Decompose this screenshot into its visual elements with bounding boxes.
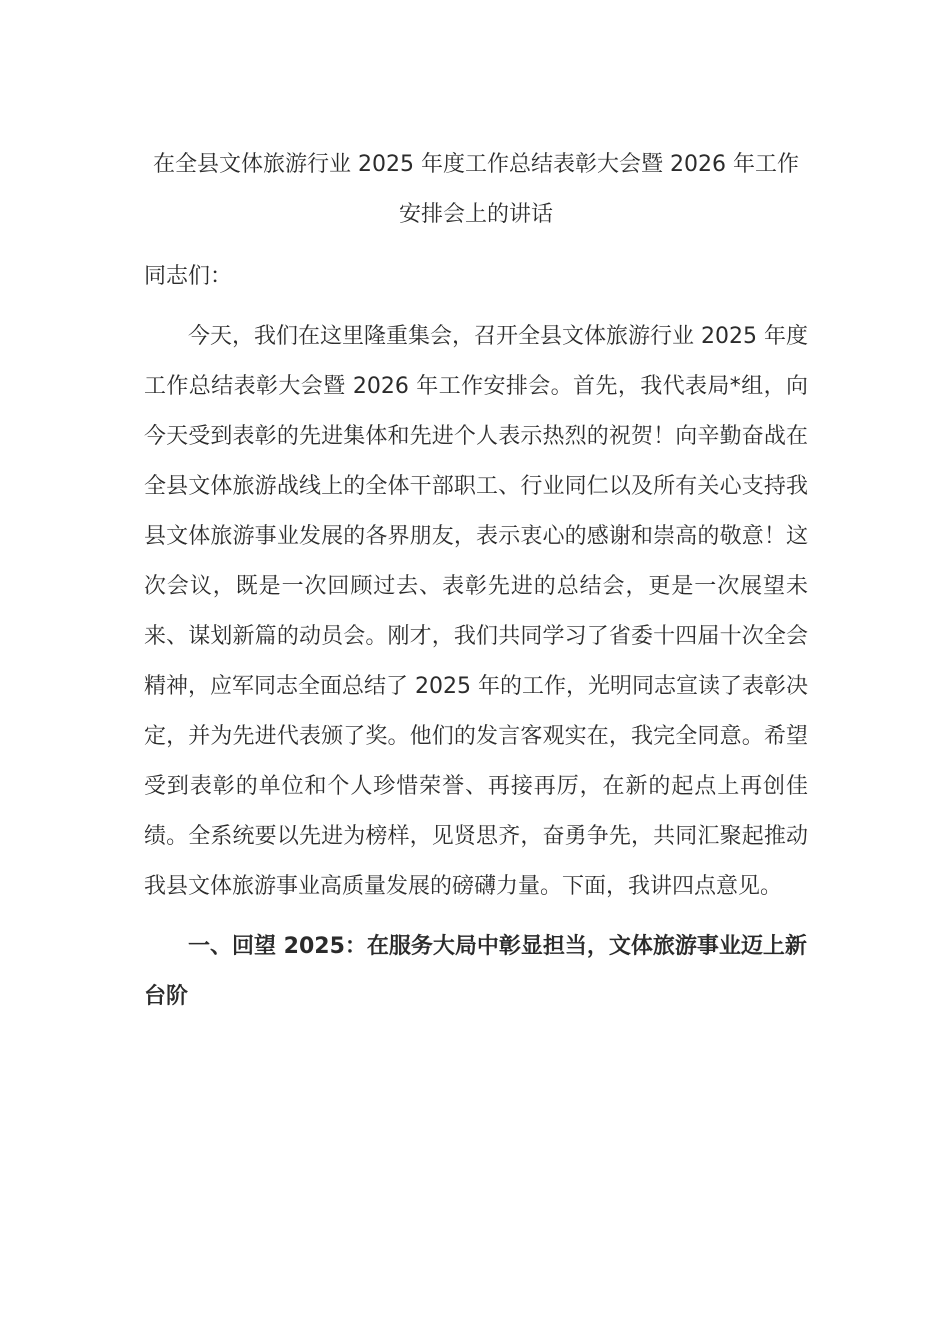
document-title: 在全县文体旅游行业 2025 年度工作总结表彰大会暨 2026 年工作安排会上的讲话 (153, 152, 799, 227)
section-heading: 一、回望 2025：在服务大局中彰显担当，文体旅游事业迈上新台阶 (144, 934, 807, 1009)
document-page (144, 140, 808, 1022)
salutation: 同志们： (144, 264, 233, 289)
body-paragraph: 今天，我们在这里隆重集会，召开全县文体旅游行业 2025 年度工作总结表彰大会暨 2026 年工作安排会。首先，我代表局*组，向今天受到表彰的先进集体和先进个人表示热烈的祝贺！向辛勤奋战在全县文体旅游战线上的全体干部职工、行业同仁以及所有关心支持我县文体旅游事业发展的各界朋友，表示衷心的感谢和崇高的敬意！这次会议，既是一次回顾过去、表彰先进的总结会，更是一次展望未来、谋划新篇的动员会。刚才，我们共同学习了省委十四届十次全会精神，应军同志全面总结了 2025 年的工作，光明同志宣读了表彰决定，并为先进代表颁了奖。他们的发言客观实在，我完全同意。希望受到表彰的单位和个人珍惜荣誉、再接再厉，在新的起点上再创佳绩。全系统要以先进为榜样，见贤思齐，奋勇争先，共同汇聚起推动我县文体旅游事业高质量发展的磅礴力量。下面，我讲四点意见。 (144, 324, 808, 899)
